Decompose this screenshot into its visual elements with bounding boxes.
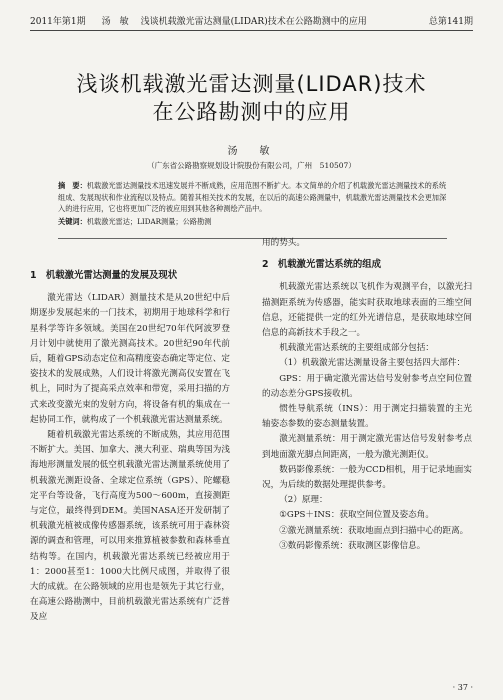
abstract-label: 摘 要： bbox=[58, 181, 87, 190]
running-header bbox=[30, 10, 473, 31]
abstract bbox=[58, 180, 447, 227]
paragraph: 机载激光雷达系统的主要组成部分包括： bbox=[279, 343, 434, 354]
paragraph: GPS：用于确定激光雷达信号发射参考点空间位置的动态差分GPS接收机。 bbox=[262, 373, 472, 399]
header-author: 汤 敏 bbox=[101, 16, 129, 27]
paragraph: 数码影像系统：一般为CCD相机，用于记录地面实况，为后续的数据处理提供参考。 bbox=[262, 464, 472, 491]
author-name: 汤 敏 bbox=[227, 146, 276, 157]
section-heading-2: 2 机载激光雷达系统的组成 bbox=[262, 259, 382, 271]
right-column bbox=[262, 236, 472, 554]
paragraph: 惯性导航系统（INS）：用于测定扫描装置的主光轴姿态参数的姿态测量装置。 bbox=[262, 404, 472, 430]
left-column bbox=[30, 262, 230, 626]
total-issue: 总第141期 bbox=[428, 16, 473, 27]
page-number: · 37 · bbox=[452, 683, 473, 692]
affiliation: （广东省公路勘察规划设计院股份有限公司，广州 510507） bbox=[147, 161, 356, 170]
title-line-2: 在公路勘测中的应用 bbox=[152, 100, 351, 124]
paragraph: 激光测量系统：用于测定激光雷达信号发射参考点到地面激光脚点间距离，一般为激光测距仪。 bbox=[262, 434, 472, 460]
paragraph: 随着机载激光雷达系统的不断成熟，其应用范围不断扩大。美国、加拿大、澳大利亚、瑞典等国为浅海地形测量发展的低空机载激光雷达测量系统使用了机载激光测距设备、全球定位系统（GPS）、陀螺稳定平台等设备，飞行高度为500～600m，直接测距与定位，最终得到DEM。美国NASA还开发研制了机载激光植被成像传感器系统，该系统可用于森林资源的调查和管理，可以用来推算植被参数和森林垂直结构等。在国内，机载激光雷达系统已经被应用于1：2000甚至1：1000大比例尺成图，并取得了很大的成就。在公路领域的应用也是领先于其它行业，在高速公路勘测中，目前机载激光雷达系统有广泛普及应 bbox=[30, 430, 230, 623]
paragraph: ③数码影像系统：获取测区影像信息。 bbox=[279, 540, 426, 551]
issue-label: 2011年第1期 bbox=[30, 16, 86, 27]
paragraph: （2）原理： bbox=[279, 495, 328, 506]
paragraph: 机载激光雷达系统以飞机作为观测平台，以激光扫描测距系统为传感器，能实时获取地球表面的三维空间信息，还能提供一定的红外光谱信息，是获取地球空间信息的高新技术手段之一。 bbox=[262, 282, 472, 339]
paragraph: 激光雷达（LIDAR）测量技术是从20世纪中后期逐步发展起来的一门技术，初期用于地球科学和行星科学等许多领域。美国在20世纪70年代阿波罗登月计划中就使用了激光测高技术。20世纪90年代前后，随着GPS动态定位和高精度姿态确定等定位、定姿技术的发展成熟，人们设计将激光测高仪安置在飞机上，同时为了提高采点效率和带宽，采用扫描的方式来改变激光束的发射方向，将设备有机的集成在一起协同工作，就构成了一个机载激光雷达测量系统。 bbox=[30, 293, 230, 425]
paragraph: （1）机载激光雷达测量设备主要包括四大部件： bbox=[279, 358, 466, 369]
paragraph: 用的势头。 bbox=[262, 238, 305, 248]
title-line-1: 浅谈机载激光雷达测量(LIDAR)技术 bbox=[76, 72, 427, 96]
section-heading-1: 1 机载激光雷达测量的发展及现状 bbox=[30, 270, 178, 281]
abstract-text: 机载激光雷达测量技术迅速发展并不断成熟，应用范围不断扩大。本文简单的介绍了机载激光雷达测量技术的系统组成、发展现状和作业流程以及特点。随着其相关技术的发展，在以后的高速公路测量中，机载激光雷达测量技术会更加深入的进行应用，它也将更加广泛的被应用到其他各种测绘产品中。 bbox=[58, 181, 447, 213]
page-title bbox=[0, 70, 503, 126]
keywords-text: 机载激光雷达；LIDAR测量；公路勘测 bbox=[86, 216, 212, 226]
paragraph: ②激光测量系统：获取地面点到扫描中心的距离。 bbox=[279, 525, 469, 536]
paragraph: ①GPS＋INS：获取空间位置及姿态角。 bbox=[279, 510, 434, 521]
header-title: 浅谈机载激光雷达测量(LIDAR)技术在公路勘测中的应用 bbox=[140, 16, 367, 27]
keywords-label: 关键词： bbox=[58, 216, 87, 226]
